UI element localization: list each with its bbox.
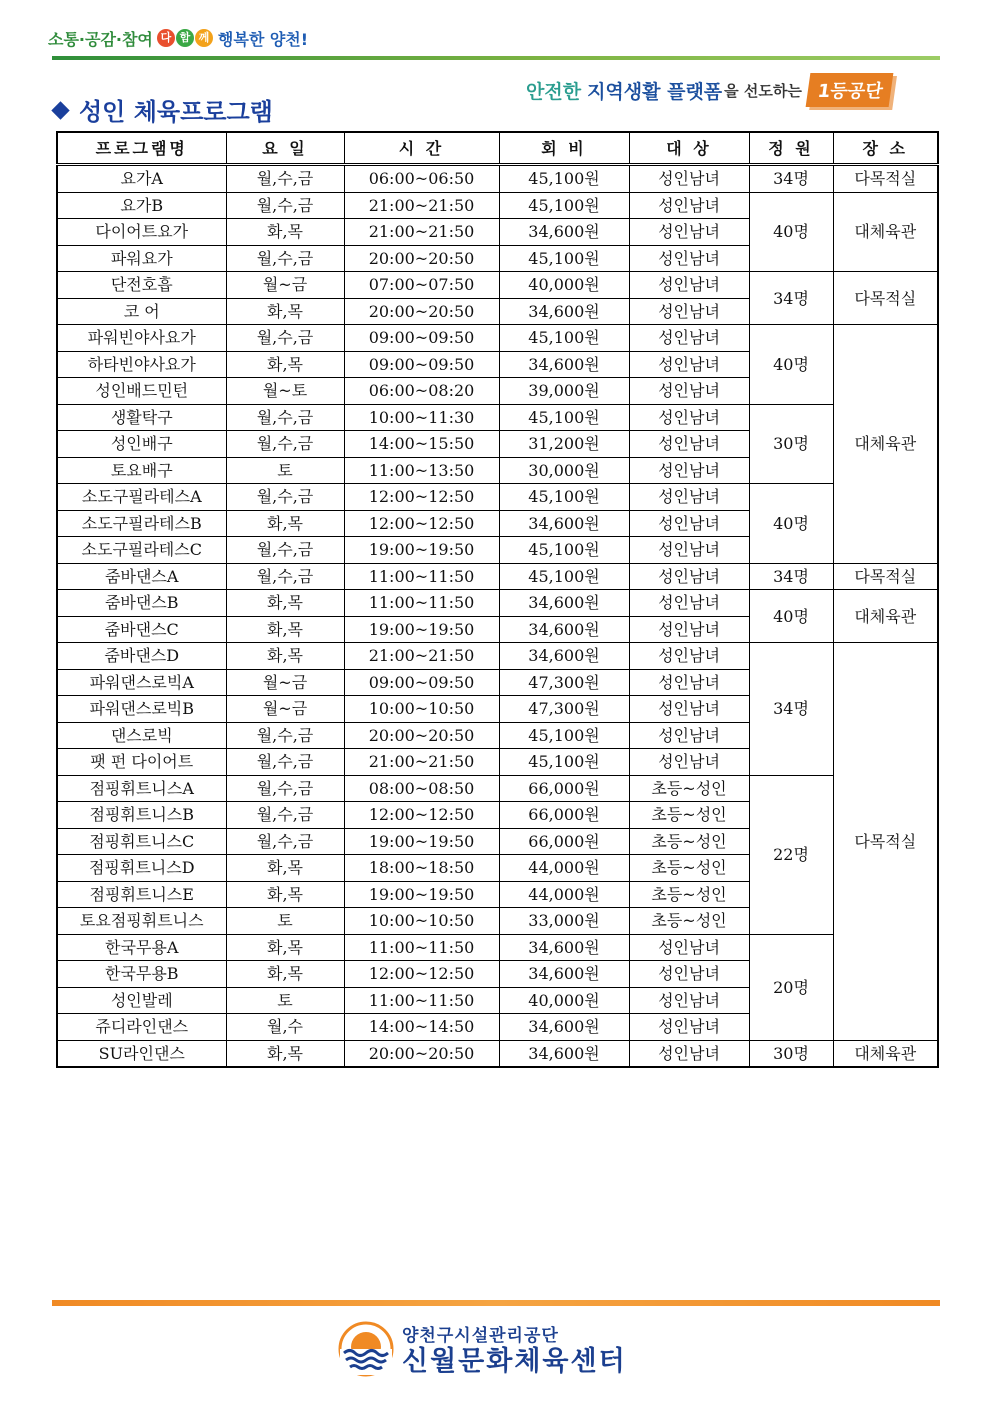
target-cell: 성인남녀 xyxy=(629,563,749,590)
program-name-cell: 다이어트요가 xyxy=(57,219,226,246)
right-slogan-2: 지역생활 플랫폼 xyxy=(587,80,723,103)
bottom-divider xyxy=(52,1300,940,1306)
fee-cell: 30,000원 xyxy=(499,457,629,484)
time-cell: 21:00~21:50 xyxy=(344,643,499,670)
time-cell: 20:00~20:50 xyxy=(344,298,499,325)
capacity-cell: 30명 xyxy=(749,404,833,484)
page-title-text: 성인 체육프로그램 xyxy=(79,98,273,126)
fee-cell: 45,100원 xyxy=(499,325,629,352)
table-row xyxy=(57,272,938,299)
right-slogan-1: 안전한 xyxy=(526,80,582,103)
header-program-name: 프로그램명 xyxy=(57,132,226,165)
fee-cell: 44,000원 xyxy=(499,881,629,908)
capacity-cell: 40명 xyxy=(749,192,833,272)
fee-cell: 40,000원 xyxy=(499,987,629,1014)
time-cell: 20:00~20:50 xyxy=(344,722,499,749)
target-cell: 초등~성인 xyxy=(629,828,749,855)
days-cell: 월,수,금 xyxy=(226,722,344,749)
target-cell: 성인남녀 xyxy=(629,165,749,193)
days-cell: 월,수,금 xyxy=(226,537,344,564)
target-cell: 초등~성인 xyxy=(629,908,749,935)
time-cell: 12:00~12:50 xyxy=(344,484,499,511)
place-cell: 대체육관 xyxy=(833,325,938,564)
days-cell: 화,목 xyxy=(226,881,344,908)
days-cell: 화,목 xyxy=(226,219,344,246)
program-name-cell: 줌바댄스C xyxy=(57,616,226,643)
program-name-cell: SU라인댄스 xyxy=(57,1040,226,1067)
program-name-cell: 줌바댄스D xyxy=(57,643,226,670)
time-cell: 12:00~12:50 xyxy=(344,510,499,537)
days-cell: 월,수,금 xyxy=(226,192,344,219)
time-cell: 10:00~10:50 xyxy=(344,908,499,935)
slogan-text-2: 행복한 양천! xyxy=(217,29,309,49)
program-name-cell: 토요배구 xyxy=(57,457,226,484)
time-cell: 20:00~20:50 xyxy=(344,1040,499,1067)
table-row xyxy=(57,404,938,431)
place-cell: 대체육관 xyxy=(833,1040,938,1067)
program-name-cell: 요가B xyxy=(57,192,226,219)
fee-cell: 34,600원 xyxy=(499,510,629,537)
time-cell: 11:00~11:50 xyxy=(344,934,499,961)
first-class-badge: 1등공단 xyxy=(805,73,892,107)
fee-cell: 31,200원 xyxy=(499,431,629,458)
days-cell: 화,목 xyxy=(226,961,344,988)
slogan-text-1: 소통·공감·참여 xyxy=(48,29,153,49)
days-cell: 월,수,금 xyxy=(226,325,344,352)
program-name-cell: 줌바댄스A xyxy=(57,563,226,590)
dahamkke-char-2: 함 xyxy=(176,29,194,47)
fee-cell: 45,100원 xyxy=(499,563,629,590)
time-cell: 19:00~19:50 xyxy=(344,537,499,564)
target-cell: 성인남녀 xyxy=(629,643,749,670)
time-cell: 10:00~11:30 xyxy=(344,404,499,431)
time-cell: 09:00~09:50 xyxy=(344,351,499,378)
time-cell: 06:00~06:50 xyxy=(344,165,499,193)
fee-cell: 34,600원 xyxy=(499,616,629,643)
days-cell: 토 xyxy=(226,457,344,484)
program-name-cell: 댄스로빅 xyxy=(57,722,226,749)
time-cell: 07:00~07:50 xyxy=(344,272,499,299)
program-name-cell: 하타빈야사요가 xyxy=(57,351,226,378)
fee-cell: 34,600원 xyxy=(499,351,629,378)
fee-cell: 33,000원 xyxy=(499,908,629,935)
fee-cell: 66,000원 xyxy=(499,802,629,829)
target-cell: 성인남녀 xyxy=(629,669,749,696)
place-cell: 다목적실 xyxy=(833,643,938,1041)
days-cell: 화,목 xyxy=(226,616,344,643)
program-name-cell: 한국무용B xyxy=(57,961,226,988)
time-cell: 20:00~20:50 xyxy=(344,245,499,272)
fee-cell: 44,000원 xyxy=(499,855,629,882)
target-cell: 성인남녀 xyxy=(629,749,749,776)
time-cell: 11:00~11:50 xyxy=(344,590,499,617)
fee-cell: 45,100원 xyxy=(499,404,629,431)
fee-cell: 45,100원 xyxy=(499,245,629,272)
days-cell: 월~금 xyxy=(226,696,344,723)
dahamkke-mark xyxy=(157,29,214,47)
days-cell: 월,수 xyxy=(226,1014,344,1041)
page-title xyxy=(52,92,273,127)
header-capacity: 정 원 xyxy=(749,132,833,165)
capacity-cell: 34명 xyxy=(749,563,833,590)
program-table xyxy=(56,131,939,1068)
days-cell: 월,수,금 xyxy=(226,165,344,193)
days-cell: 월,수,금 xyxy=(226,749,344,776)
days-cell: 월,수,금 xyxy=(226,828,344,855)
program-name-cell: 생활탁구 xyxy=(57,404,226,431)
capacity-cell: 40명 xyxy=(749,590,833,643)
target-cell: 성인남녀 xyxy=(629,696,749,723)
program-name-cell: 요가A xyxy=(57,165,226,193)
dahamkke-char-3: 께 xyxy=(195,29,213,47)
header-time: 시 간 xyxy=(344,132,499,165)
program-name-cell: 성인배드민턴 xyxy=(57,378,226,405)
fee-cell: 34,600원 xyxy=(499,1040,629,1067)
time-cell: 06:00~08:20 xyxy=(344,378,499,405)
fee-cell: 34,600원 xyxy=(499,1014,629,1041)
target-cell: 성인남녀 xyxy=(629,484,749,511)
program-name-cell: 토요점핑휘트니스 xyxy=(57,908,226,935)
target-cell: 성인남녀 xyxy=(629,192,749,219)
time-cell: 18:00~18:50 xyxy=(344,855,499,882)
fee-cell: 47,300원 xyxy=(499,669,629,696)
program-name-cell: 파워댄스로빅A xyxy=(57,669,226,696)
time-cell: 08:00~08:50 xyxy=(344,775,499,802)
target-cell: 성인남녀 xyxy=(629,457,749,484)
time-cell: 21:00~21:50 xyxy=(344,749,499,776)
days-cell: 화,목 xyxy=(226,934,344,961)
sun-wave-logo-icon xyxy=(338,1321,394,1377)
program-name-cell: 점핑휘트니스B xyxy=(57,802,226,829)
target-cell: 초등~성인 xyxy=(629,802,749,829)
program-name-cell: 소도구필라테스C xyxy=(57,537,226,564)
time-cell: 21:00~21:50 xyxy=(344,192,499,219)
capacity-cell: 40명 xyxy=(749,325,833,405)
top-divider xyxy=(52,56,940,60)
target-cell: 성인남녀 xyxy=(629,1014,749,1041)
program-name-cell: 쥬디라인댄스 xyxy=(57,1014,226,1041)
place-cell: 대체육관 xyxy=(833,590,938,643)
target-cell: 성인남녀 xyxy=(629,325,749,352)
fee-cell: 47,300원 xyxy=(499,696,629,723)
place-cell: 다목적실 xyxy=(833,272,938,325)
time-cell: 09:00~09:50 xyxy=(344,669,499,696)
capacity-cell: 34명 xyxy=(749,165,833,193)
time-cell: 19:00~19:50 xyxy=(344,828,499,855)
days-cell: 월~토 xyxy=(226,378,344,405)
days-cell: 월,수,금 xyxy=(226,245,344,272)
table-row xyxy=(57,165,938,193)
time-cell: 11:00~11:50 xyxy=(344,987,499,1014)
days-cell: 월,수,금 xyxy=(226,775,344,802)
right-slogan xyxy=(526,72,891,108)
time-cell: 10:00~10:50 xyxy=(344,696,499,723)
program-name-cell: 점핑휘트니스E xyxy=(57,881,226,908)
program-name-cell: 성인배구 xyxy=(57,431,226,458)
diamond-bullet-icon xyxy=(51,101,69,119)
fee-cell: 34,600원 xyxy=(499,219,629,246)
target-cell: 초등~성인 xyxy=(629,855,749,882)
table-row xyxy=(57,1040,938,1067)
target-cell: 성인남녀 xyxy=(629,272,749,299)
time-cell: 12:00~12:50 xyxy=(344,961,499,988)
capacity-cell: 20명 xyxy=(749,934,833,1040)
capacity-cell: 22명 xyxy=(749,775,833,934)
target-cell: 성인남녀 xyxy=(629,722,749,749)
footer xyxy=(338,1318,627,1380)
days-cell: 월,수,금 xyxy=(226,484,344,511)
time-cell: 14:00~15:50 xyxy=(344,431,499,458)
days-cell: 화,목 xyxy=(226,510,344,537)
table-row xyxy=(57,590,938,617)
fee-cell: 39,000원 xyxy=(499,378,629,405)
fee-cell: 40,000원 xyxy=(499,272,629,299)
fee-cell: 66,000원 xyxy=(499,775,629,802)
fee-cell: 45,100원 xyxy=(499,537,629,564)
capacity-cell: 34명 xyxy=(749,272,833,325)
days-cell: 월~금 xyxy=(226,669,344,696)
table-row xyxy=(57,775,938,802)
target-cell: 성인남녀 xyxy=(629,378,749,405)
time-cell: 12:00~12:50 xyxy=(344,802,499,829)
target-cell: 성인남녀 xyxy=(629,987,749,1014)
header-target: 대 상 xyxy=(629,132,749,165)
time-cell: 11:00~13:50 xyxy=(344,457,499,484)
place-cell: 대체육관 xyxy=(833,192,938,272)
days-cell: 월,수,금 xyxy=(226,431,344,458)
time-cell: 09:00~09:50 xyxy=(344,325,499,352)
program-name-cell: 소도구필라테스A xyxy=(57,484,226,511)
program-name-cell: 팻 펀 다이어트 xyxy=(57,749,226,776)
program-name-cell: 파워요가 xyxy=(57,245,226,272)
target-cell: 성인남녀 xyxy=(629,616,749,643)
days-cell: 월~금 xyxy=(226,272,344,299)
target-cell: 초등~성인 xyxy=(629,775,749,802)
days-cell: 화,목 xyxy=(226,1040,344,1067)
days-cell: 화,목 xyxy=(226,298,344,325)
header-days: 요 일 xyxy=(226,132,344,165)
target-cell: 성인남녀 xyxy=(629,537,749,564)
target-cell: 성인남녀 xyxy=(629,245,749,272)
fee-cell: 45,100원 xyxy=(499,722,629,749)
time-cell: 21:00~21:50 xyxy=(344,219,499,246)
table-row xyxy=(57,484,938,511)
capacity-cell: 34명 xyxy=(749,643,833,776)
days-cell: 화,목 xyxy=(226,855,344,882)
time-cell: 19:00~19:50 xyxy=(344,616,499,643)
target-cell: 초등~성인 xyxy=(629,881,749,908)
time-cell: 19:00~19:50 xyxy=(344,881,499,908)
fee-cell: 45,100원 xyxy=(499,749,629,776)
dahamkke-char-1: 다 xyxy=(157,29,175,47)
table-row xyxy=(57,643,938,670)
days-cell: 월,수,금 xyxy=(226,802,344,829)
program-name-cell: 점핑휘트니스A xyxy=(57,775,226,802)
program-name-cell: 점핑휘트니스C xyxy=(57,828,226,855)
place-cell: 다목적실 xyxy=(833,563,938,590)
days-cell: 화,목 xyxy=(226,643,344,670)
place-cell: 다목적실 xyxy=(833,165,938,193)
table-row xyxy=(57,934,938,961)
fee-cell: 66,000원 xyxy=(499,828,629,855)
right-slogan-3: 을 선도하는 xyxy=(724,81,802,100)
program-name-cell: 한국무용A xyxy=(57,934,226,961)
target-cell: 성인남녀 xyxy=(629,351,749,378)
org-name: 양천구시설관리공단 xyxy=(402,1325,559,1346)
days-cell: 월,수,금 xyxy=(226,563,344,590)
table-header-row xyxy=(57,132,938,165)
table-row xyxy=(57,563,938,590)
target-cell: 성인남녀 xyxy=(629,934,749,961)
fee-cell: 34,600원 xyxy=(499,590,629,617)
target-cell: 성인남녀 xyxy=(629,219,749,246)
fee-cell: 34,600원 xyxy=(499,298,629,325)
days-cell: 토 xyxy=(226,987,344,1014)
program-name-cell: 줌바댄스B xyxy=(57,590,226,617)
program-name-cell: 파워댄스로빅B xyxy=(57,696,226,723)
target-cell: 성인남녀 xyxy=(629,961,749,988)
fee-cell: 34,600원 xyxy=(499,961,629,988)
program-name-cell: 성인발레 xyxy=(57,987,226,1014)
time-cell: 11:00~11:50 xyxy=(344,563,499,590)
days-cell: 월,수,금 xyxy=(226,404,344,431)
center-name: 신월문화체육센터 xyxy=(402,1345,627,1377)
target-cell: 성인남녀 xyxy=(629,298,749,325)
table-row xyxy=(57,325,938,352)
capacity-cell: 30명 xyxy=(749,1040,833,1067)
program-name-cell: 점핑휘트니스D xyxy=(57,855,226,882)
program-name-cell: 코 어 xyxy=(57,298,226,325)
fee-cell: 45,100원 xyxy=(499,165,629,193)
target-cell: 성인남녀 xyxy=(629,510,749,537)
program-name-cell: 단전호흡 xyxy=(57,272,226,299)
fee-cell: 45,100원 xyxy=(499,484,629,511)
table-row xyxy=(57,192,938,219)
days-cell: 토 xyxy=(226,908,344,935)
time-cell: 14:00~14:50 xyxy=(344,1014,499,1041)
fee-cell: 34,600원 xyxy=(499,643,629,670)
target-cell: 성인남녀 xyxy=(629,404,749,431)
fee-cell: 45,100원 xyxy=(499,192,629,219)
target-cell: 성인남녀 xyxy=(629,590,749,617)
fee-cell: 34,600원 xyxy=(499,934,629,961)
table-body xyxy=(57,165,938,1068)
header-slogan xyxy=(48,24,308,52)
header-place: 장 소 xyxy=(833,132,938,165)
program-name-cell: 소도구필라테스B xyxy=(57,510,226,537)
header-fee: 회 비 xyxy=(499,132,629,165)
capacity-cell: 40명 xyxy=(749,484,833,564)
days-cell: 화,목 xyxy=(226,351,344,378)
target-cell: 성인남녀 xyxy=(629,431,749,458)
program-name-cell: 파워빈야사요가 xyxy=(57,325,226,352)
days-cell: 화,목 xyxy=(226,590,344,617)
target-cell: 성인남녀 xyxy=(629,1040,749,1067)
